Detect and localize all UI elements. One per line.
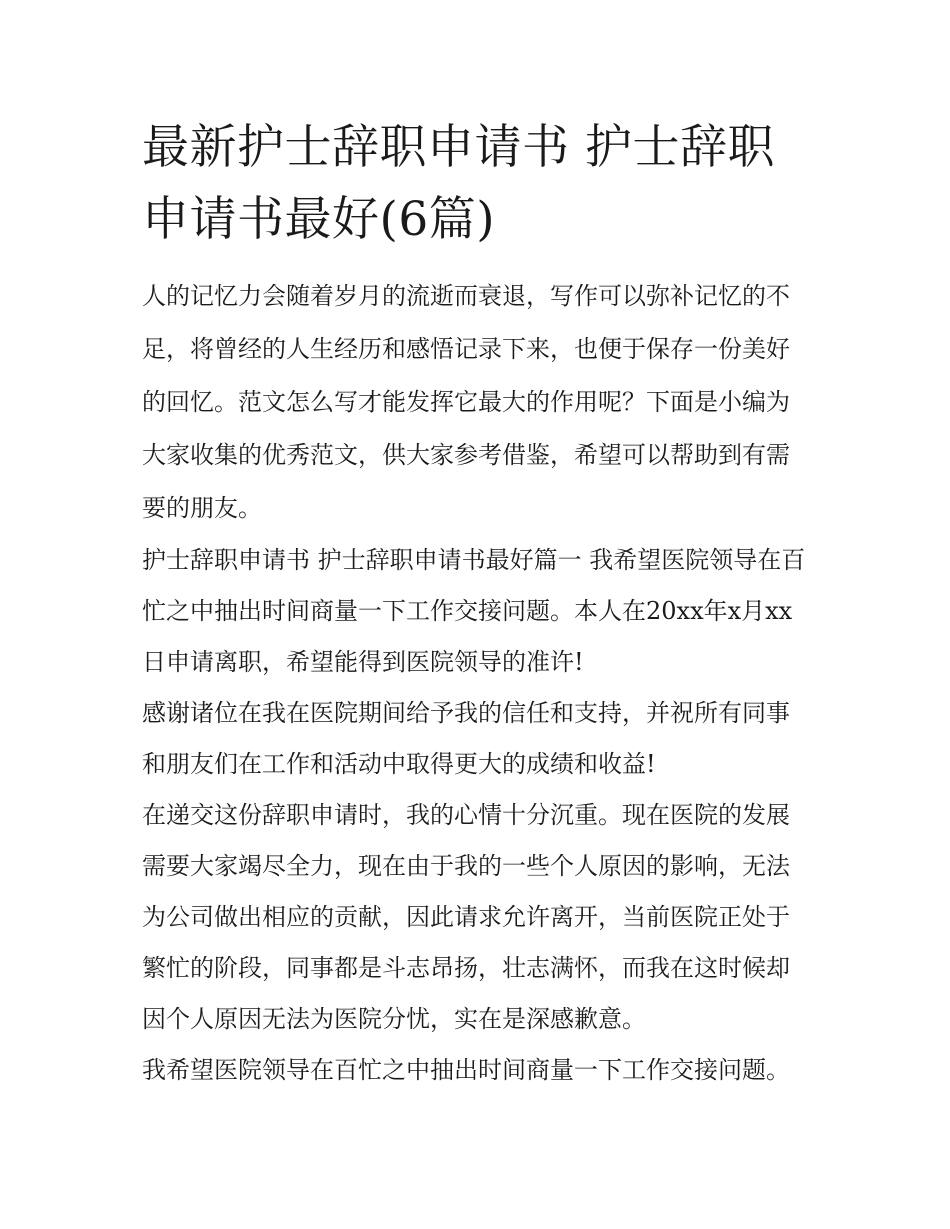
body-paragraph-3: 在递交这份辞职申请时，我的心情十分沉重。现在医院的发展需要大家竭尽全力，现在由于我的一些个人原因的影响，无法为公司做出相应的贡献，因此请求允许离开，当前医院正处于繁忙的阶段，同事都是斗志昂扬，壮志满怀，而我在这时候却因个人原因无法为医院分忧，实在是深感歉意。 — [142, 801, 790, 1033]
body-paragraph-2: 感谢诸位在我在医院期间给予我的信任和支持，并祝所有同事和朋友们在工作和活动中取得更大的成绩和收益! — [142, 699, 790, 778]
body-paragraph-1: 护士辞职申请书 护士辞职申请书最好篇一 我希望医院领导在百忙之中抽出时间商量一下工作交接问题。本人在20xx年x月xx日申请离职，希望能得到医院领导的准许! — [142, 546, 806, 676]
intro-paragraph: 人的记忆力会随着岁月的流逝而衰退，写作可以弥补记忆的不足，将曾经的人生经历和感悟记录下来，也便于保存一份美好的回忆。范文怎么写才能发挥它最大的作用呢？下面是小编为大家收集的优秀范文，供大家参考借鉴，希望可以帮助到有需要的朋友。 — [142, 282, 790, 522]
document-page — [142, 112, 812, 1096]
body-paragraph-4: 我希望医院领导在百忙之中抽出时间商量一下工作交接问题。 — [142, 1056, 790, 1084]
document-title: 最新护士辞职申请书 护士辞职申请书最好(6篇) — [142, 120, 775, 247]
